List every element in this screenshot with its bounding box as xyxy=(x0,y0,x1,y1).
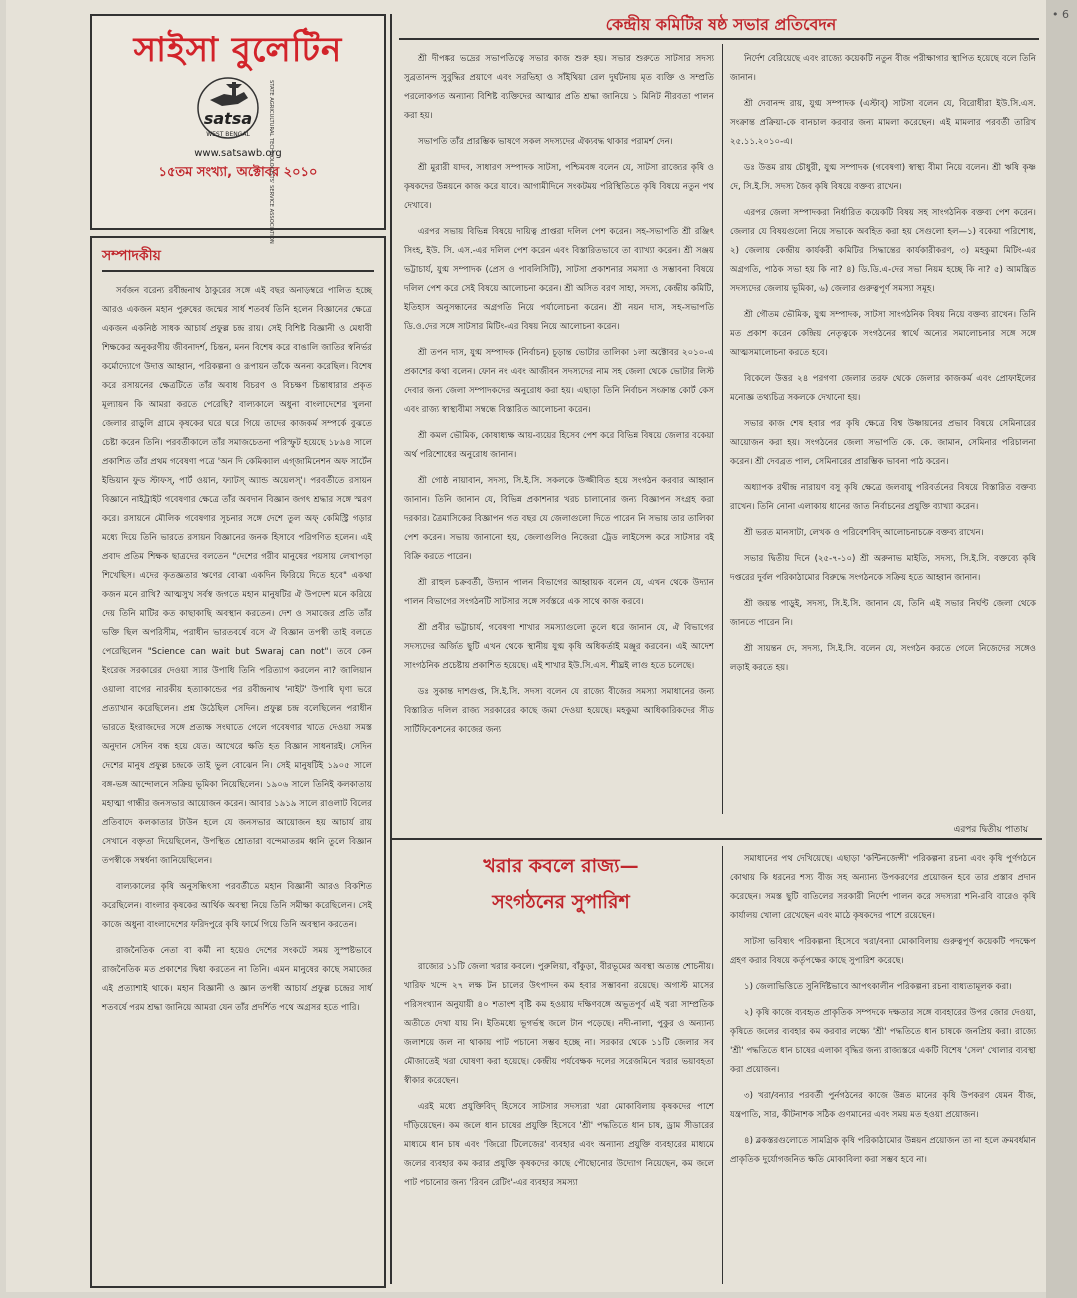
bulletin-title: সাইসা বুলেটিন xyxy=(133,30,343,70)
main-article-headline: কেন্দ্রীয় কমিটির ষষ্ঠ সভার প্রতিবেদন xyxy=(605,15,837,34)
article-paragraph: রাজ্যের ১১টি জেলা খরার কবলে। পুরুলিয়া, বাঁকুড়া, বীরভূমের অবস্থা অত্যন্ত শোচনীয়। খারিফ খন্দে ২৭ লক্ষ টন চালের উৎপাদন কম হবার সম্ভাবনা রয়েছে। অগাস্ট মাসের পরিসংখ্যান অনুযায়ী ৪০ শতাংশ বৃষ্টি কম হওয়ায় দক্ষিণবঙ্গে অভূতপূর্ব এই খরা সাম্প্রতিক অতীতে দেখা যায় নি। ইতিমধ্যে ভূগর্ভস্থ জলে টান পড়েছে। নদী-নালা, পুকুর ও অন্যান্য জলাশয়ে জল না থাকায় পাট পচানো সম্ভব হচ্ছে না। সরকার থেকে ১১টি জেলার সব মৌজাতেই খরা ঘোষণা করা হয়েছে। কেন্দ্রীয় পর্যবেক্ষক দলের সরেজমিনে খরার ভয়াবহতা স্বীকার করেছেন। xyxy=(404,962,714,1086)
article-paragraph: শ্রী গোষ্ঠ নায়াবান, সদস্য, সি.ই.সি. সকলকে উজ্জীবিত হয়ে সংগঠন করবার আহ্বান জানান। তিনি জানান যে, বিভিন্ন প্রকাশনার খরচ চালানোর জন্য বিজ্ঞাপন সংগ্রহ করা দরকার। ত্রৈমাসিকের বিজ্ঞাপন গত বছর যে জেলাগুলো দিতে পারেন নি সভায় তার তালিকা পেশ করেন। সভায় জানানো হয়, জেলাগুলিও নিজেরা ট্রেড লাইসেন্স করে সাটসার বই বিক্রি করতে পারেন। xyxy=(404,476,714,562)
article-paragraph: ২) কৃষি কাজে ব্যবহৃত প্রাকৃতিক সম্পদকে দক্ষতার সঙ্গে ব্যবহারের উপর জোর দেওয়া, কৃষিতে জলের ব্যবহার কম করবার লক্ষ্যে 'শ্রী' পদ্ধতিতে ধান চাষকে জনপ্রিয় করা। রাজ্যে 'শ্রী' পদ্ধতিতে ধান চাষের এলাকা বৃদ্ধির জন্য রাজ্যস্তরে একটি বিশেষ 'সেল' খোলার ব্যবস্থা করা প্রয়োজন। xyxy=(730,1008,1036,1075)
article-paragraph: শ্রী দীপঙ্কর ভদ্রের সভাপতিত্বে সভার কাজ শুরু হয়। সভার শুরুতে সাটসার সদস্য সুব্রতানন্দ সুবুদ্ধির প্রয়াণে এবং সরভিহা ও সাঁইথিয়া রেল দুর্ঘটনায় মৃত ব্যক্তি ও সম্প্রতি পরলোকগত অন্যান্য বিশিষ্ট ব্যক্তিদের আত্মার প্রতি শ্রদ্ধা জানিয়ে ১ মিনিট নীরবতা পালন করা হয়। xyxy=(404,54,714,121)
article-paragraph: শ্রী প্রবীর ভট্টাচার্য, গবেষণা শাখার সমস্যাগুলো তুলে ধরে জানান যে, ঐ বিভাগের সদস্যদের অর্জিত ছুটি এখন থেকে স্থানীয় যুগ্ম কৃষি অধিকর্তাই মঞ্জুর করবেন। এই আদেশ সাংগঠনিক প্রচেষ্টায় প্রকাশিত হয়েছে। এই শাখার ইউ.সি.এস. শীঘ্রই লাগু হতে চলেছে। xyxy=(404,623,714,671)
article-paragraph: শ্রী কমল ভৌমিক, কোষাধ্যক্ষ আয়-ব্যয়ের হিসেব পেশ করে বিভিন্ন বিষয়ে জেলার বকেয়া অর্থ পরিশোধের অনুরোধ জানান। xyxy=(404,431,714,460)
article-paragraph: শ্রী তপন দাস, যুগ্ম সম্পাদক (নির্বাচন) চূড়ান্ত ভোটার তালিকা ১লা অক্টোবর ২০১০-এ প্রকাশের কথা বলেন। ফোন নং এবং আজীবন সদস্যদের নাম সহ জেলা থেকে ভোটার লিস্ট দেবার জন্য জেলা সম্পাদকদের অনুরোধ করা হয়। এছাড়া তিনি নির্বাচন সংক্রান্ত কোর্ট কেস এবং রাজ্য স্বাস্থ্যবীমা সম্বন্ধে বিস্তারিত আলোচনা করেন। xyxy=(404,348,714,415)
logo-wordmark: satsa xyxy=(203,109,253,128)
article-paragraph: ডঃ উত্তম রায় চৌধুরী, যুগ্ম সম্পাদক (গবেষণা) স্বাস্থ্য বীমা নিয়ে বলেন। শ্রী ঋষি কৃষ্ণ দে, সি.ই.সি. সদস্য জৈব কৃষি বিষয়ে বক্তব্য রাখেন। xyxy=(730,163,1036,192)
main-article-col2 xyxy=(730,50,1036,810)
drought-headline-line2: সংগঠনের সুপারিশ xyxy=(492,891,630,913)
masthead xyxy=(90,14,386,244)
article-paragraph: শ্রী রাহুল চক্রবর্তী, উদ্যান পালন বিভাগের আহ্বায়ক বলেন যে, এখন থেকে উদ্যান পালন বিভাগের সংগঠনটি সাটসার সঙ্গে সর্বস্তরে এক সাথে কাজ করবে। xyxy=(404,578,714,607)
drought-column-divider xyxy=(722,846,723,1284)
article-paragraph: সমাধানের পথ দেখিয়েছে। এছাড়া 'কন্টিনজেন্সী' পরিকল্পনা রচনা এবং কৃষি পুর্ণগঠনে কোথায় কি ধরনের শস্য বীজ সহ অন্যান্য উপকরণের প্রয়োজন হবে তার প্রস্তাব প্রদান করেছেন। সমস্ত ছুটি বাতিলের সরকারী নির্দেশ পালন করে সদস্যরা শনি-রবি বারেও কৃষি কার্যালয় খোলা রেখেছেন এবং মাঠে কৃষকদের পাশে রয়েছেন। xyxy=(730,854,1036,921)
article-paragraph: ৩) খরা/বন্যার পরবর্তী পুর্নগঠনের কাজে উন্নত মানের কৃষি উপকরণ যেমন বীজ, যন্ত্রপাতি, সার, কীটনাশক সঠিক গুণমানের এবং সময় মত হওয়া প্রয়োজন। xyxy=(730,1091,1036,1120)
article-paragraph: বিকেলে উত্তর ২৪ পরগণা জেলার তরফ থেকে জেলার কাজকর্ম এবং প্রোফাইলের মনোজ্ঞ তথ্যচিত্র সকলকে দেখানো হয়। xyxy=(730,374,1036,403)
editorial-paragraph: বাল্যকালের কৃষি অনুসন্ধিৎসা পরবর্তীতে মহান বিজ্ঞানী আরও বিকশিত করেছিলেন। বাংলার কৃষকের আর্থিক অবস্থা নিয়ে তিনি সমীক্ষা করেছিলেন। সেই কাজে অধুনা বাংলাদেশের ফরিদপুরে কৃষি ফার্মে গিয়ে তিনি অবস্থান করতেন। xyxy=(102,882,372,930)
article-paragraph: শ্রী সায়ন্তন দে, সদস্য, সি.ই.সি. বলেন যে, সংগঠন করতে গেলে নিজেদের সঙ্গেও লড়াই করতে হয়। xyxy=(730,644,1036,673)
website-url[interactable]: www.satsawb.org xyxy=(194,148,282,159)
article-paragraph: নির্দেশ বেরিয়েছে এবং রাজ্যে কয়েকটি নতুন বীজ পরীক্ষাগার স্থাপিত হয়েছে বলে তিনি জানান। xyxy=(730,54,1036,83)
logo-org-arc: STATE AGRICULTURAL TECHNOLOGISTS' SERVICE ASSOCIATION xyxy=(268,80,274,244)
main-article-col1 xyxy=(404,50,714,810)
article-paragraph: ডঃ সুকান্ত দাশগুপ্ত, সি.ই.সি. সদস্য বলেন যে রাজ্যে বীজের সমস্যা সমাধানের জন্য বিস্তারিত দলিল রাজ্য সরকারের কাছে জমা দেওয়া হয়েছে। মহকুমা আধিকারিকদের সীড সার্টিফিকেশনের কাজের জন্য xyxy=(404,687,714,735)
column-divider xyxy=(390,14,392,1284)
editorial-divider xyxy=(102,270,374,272)
logo-subtext: WEST BENGAL xyxy=(206,131,250,138)
inner-column-divider xyxy=(722,44,723,814)
editorial-paragraph: রাজনৈতিক নেতা বা কর্মী না হয়েও দেশের সংকটে সময় সুস্পষ্টভাবে রাজনৈতিক মত প্রকাশের দ্বিধা করতেন না তিনি। এমন মানুষের কাছে সমাজের এই প্রত্যাশাই থাকে। মহান বিজ্ঞানী ও জ্ঞান তপস্বী আচার্য প্রফুল্ল চন্দ্রের সার্ধ শতবর্ষে পরম শ্রদ্ধা জানিয়ে আমরা যেন তাঁর প্রদর্শিত পথে অগ্রসর হতে পারি। xyxy=(102,946,372,1013)
article-paragraph: এরই মধ্যে প্রযুক্তিবিদ্ হিসেবে সাটসার সদস্যরা খরা মোকাবিলায় কৃষকদের পাশে দাঁড়িয়েছেন। কম জলে ধান চাষের প্রযুক্তি হিসেবে 'শ্রী' পদ্ধতিতে ধান চাষ, ড্রাম সীডারের মাধ্যমে ধান চাষ এবং 'জিরো টিলেজের' ব্যবহার এবং অন্যান্য প্রযুক্তি ব্যবহারের মাধ্যমে জলের ব্যবহার কম করার প্রযুক্তি কৃষকদের কাছে পৌছোনোর উদ্যোগ নিয়েছেন, কম জলে পাট পচানোর জন্য 'রিবন রেটিং'-এর ব্যবহার সমস্যা xyxy=(404,1102,714,1188)
article-paragraph: সাটসা ভবিষ্যৎ পরিকল্পনা হিসেবে খরা/বন্যা মোকাবিলায় গুরুত্বপূর্ণ কয়েকটি পদক্ষেপ গ্রহণ করার বিষয়ে কর্তৃপক্ষের কাছে সুপারিশ করেছে। xyxy=(730,937,1036,966)
drought-article-headline xyxy=(406,848,716,920)
article-paragraph: ১) জেলাভিত্তিতে সুনির্দিষ্টভাবে আপৎকালীন পরিকল্পনা রচনা বাধ্যতামূলক করা। xyxy=(744,982,1012,992)
drought-article-col2 xyxy=(730,850,1036,1284)
article-paragraph: শ্রী দেবানন্দ রায়, যুগ্ম সম্পাদক (এস্টাব্) সাটসা বলেন যে, বিরোধীরা ইউ.সি.এস. সংক্রান্ত প্রক্রিয়া-কে বানচাল করবার জন্য মামলা করেছেন। এই মামলার পরবর্তী তারিখ ২৫.১১.২০১০-এ। xyxy=(730,99,1036,147)
article-paragraph: শ্রী জয়ন্ত পাড়ুই, সদস্য, সি.ই.সি. জানান যে, তিনি এই সভার নির্ঘণ্ট জেলা থেকে জানতে পারেন নি। xyxy=(730,599,1036,628)
article-paragraph: ৪) ব্লকস্তরগুলোতে সামগ্রিক কৃষি পরিকাঠামোর উন্নয়ন প্রয়োজন তা না হলে ক্রমবর্ধমান প্রাকৃতিক দুর্যোগজনিত ক্ষতি মোকাবিলা করা সম্ভব হবে না। xyxy=(730,1136,1036,1165)
editorial-paragraph: সর্বজন বরেন্য রবীন্দ্রনাথ ঠাকুরের সঙ্গে এই বছর অনাড়ম্বরে পালিত হচ্ছে আরও একজন মহান পুরুষের জন্মের সার্ধ শতবর্ষ তিনি হলেন বিজ্ঞানের ক্ষেত্রে একজন একনিষ্ঠ সাধক আচার্য প্রফুল্ল চন্দ্র রায়। সেই বিশিষ্ট বিজ্ঞানী ও মেধাবী শিক্ষকের অনুকরণীয় জীবনাদর্শ, চিন্তন, মনন বিশেষ করে বাঙালি জাতির স্বনির্ভর কর্মোদ্যোগে উদাত্ত আহ্বান, পরিকল্পনা ও রূপায়ন তাঁকে অনন্য করেছিল। বিশেষ করে রসায়নের ক্ষেত্রটিতে তাঁর অবাধ বিচরণ ও বিচক্ষণ চিন্তাধারার প্রকৃত মূল্যায়ন কি আমরা করতে পেরেছি? বাল্যকালে অধুনা বাংলাদেশের খুলনা জেলার রাড়ুলি গ্রামে কৃষকের ঘরে ঘরে গিয়ে তাদের কাজকর্ম সম্পর্কে বুঝতে চেষ্টা করেন তিনি। পরবর্তীকালে তাঁর সমাজচেতনা পরিস্ফুট হয়েছে ১৮৯৪ সালে প্রকাশিত তাঁর প্রথম গবেষণা পত্রে 'অন দি কেমিক্যাল এগ্‌জামিনেশন অফ সার্টেন ইন্ডিয়ান ফুড স্টাফস্‌, পার্ট ওয়ান, ফ্যাটস্‌ অ্যান্ড অয়েলস্‌'। পরবর্তীতে রসায়ন বিজ্ঞানে নাইট্রাইট গবেষণার ক্ষেত্রে তাঁর অবদান বিজ্ঞান জগৎ শ্রদ্ধার সঙ্গে স্মরণ করে। রসায়নে মৌলিক গবেষণার সূচনার সঙ্গে দেশে তুল অফ্‌ কেমিস্ট্রি গড়ার মধ্যে দিয়ে তিনি ভারতে রসায়ন বিজ্ঞানের জনক হিসাবে পরিগণিত হলেন। এই প্রবাদ প্রতিম শিক্ষক ছাত্রদের বলতেন "দেশের গরীব মানুষের পয়সায় লেখাপড়া শিখেছিস। এদের কৃতজ্ঞতার ঋণের বোঝা একদিন ফিরিয়ে দিতে হবে" একথা কজন মনে রাখি? আত্মসুখ সর্বস্ব জগতে মহান মানুষটির ঐ উপদেশ মনে করিয়ে দেয় তিনি মাটির কত কাছাকাছি অবস্থান করতেন। দেশ ও সমাজের প্রতি তাঁর ভক্তি ছিল অপরিসীম, পরাধীন ভারতবর্ষে বসে ঐ বিজ্ঞান তপস্বী তাই বলতে পেরেছিলেন "Science can wait but Swaraj can not"। তবে কেন ইংরেজ সরকারের দেওয়া স্যার উপাধি তিনি পরিত্যাগ করলেন না? জালিয়ান ওয়ালা বাগের নারকীয় হত্যাকান্ডের পর রবীন্দ্রনাথ 'নাইট' উপাধি ঘৃণা ভরে প্রত্যাখান করেছিলেন। প্রশ্ন উঠেছিল সেদিন। প্রফুল্ল চন্দ্র বলেছিলেন পরাধীন ভারতে ইংরাজদের সঙ্গে প্রত্যক্ষ সংঘাতে গেলে গবেষণার খাতে দেওয়া সমস্ত অনুদান সেদিন বন্ধ হয়ে যেত। আখেরে ক্ষতি হত বিজ্ঞান সাধনারই। সেদিন দেশের মানুষ প্রফুল্ল চন্দ্রকে তাই ভুল বোঝেন নি। সেই মানুষটিই ১৯০৫ সালে বঙ্গ-ভঙ্গ আন্দোলনে সক্রিয় ভূমিকা নিয়েছিলেন। ১৯০৬ সালে তিনিই কলকাতায় মহাত্মা গান্ধীর জনসভার আয়োজন করেন। আবার ১৯১৯ সালে রাওলাট বিলের প্রতিবাদে কলকাতার টাউন হলে যে জনসভার আয়োজন হয় আচার্য রায় সেখানে বক্তৃতা দিয়েছিলেন, উপস্থিত শ্রোতারা বন্দেমাতরম ধ্বনি তুলে বিজ্ঞান তপস্বীকে সম্বর্ধনা জানিয়েছিলেন। xyxy=(102,286,372,866)
editorial-box xyxy=(90,236,386,1288)
article-paragraph: শ্রী ভরত মানসাটা, লেখক ও পরিবেশবিদ্ আলোচনাচক্রে বক্তব্য রাখেন। xyxy=(744,528,984,538)
article-paragraph: অধ্যাপক রথীন্দ্র নারায়ণ বসু কৃষি ক্ষেত্রে জলবায়ু পরিবর্তনের বিষয়ে বিস্তারিত বক্তব্য রাখেন। তিনি নোনা এলাকায় ধানের জাত নির্বাচনের প্রযুক্তি ব্যাখ্যা করেন। xyxy=(730,483,1036,512)
article-paragraph: সভার কাজ শেষ হবার পর কৃষি ক্ষেত্রে বিশ্ব উষ্ণায়নের প্রভাব বিষয়ে সেমিনারের আয়োজন করা হয়। সংগঠনের জেলা সভাপতি কে. কে. জামান, সেমিনার পরিচালনা করেন। শ্রী দেবব্রত পাল, সেমিনারের প্রারম্ভিক ভাবনা পাঠ করেন। xyxy=(730,419,1036,467)
article-paragraph: সভার দ্বিতীয় দিনে (২৫-৭-১০) শ্রী অরুনাভ মাইতি, সদস্য, সি.ই.সি. বক্তব্যে কৃষি দপ্তরের দুর্বল পরিকাঠামোর বিরুদ্ধে সংগঠনকে সক্রিয় হতে আহ্বান জানান। xyxy=(730,554,1036,583)
article-paragraph: সভাপতি তাঁর প্রারম্ভিক ভাষণে সকল সদস্যদের ঐক্যবদ্ধ থাকার পরামর্শ দেন। xyxy=(418,137,673,147)
editorial-body xyxy=(102,282,372,1276)
article-paragraph: শ্রী গৌতম ভৌমিক, যুগ্ম সম্পাদক, সাটসা সাংগঠনিক বিষয় নিয়ে বক্তব্য রাখেন। তিনি মত প্রকাশ করেন কেন্দ্রিয় নেতৃত্বকে সংগঠনের স্বার্থে অন্যের সমালোচনার সঙ্গে সঙ্গে আত্মসমালোচনা করতে হবে। xyxy=(730,310,1036,358)
article-paragraph: শ্রী মুরারী যাদব, সাধারণ সম্পাদক সাটসা, পশ্চিমবঙ্গ বলেন যে, সাটসা রাজ্যের কৃষি ও কৃষকদের উন্নয়নে কাজ করে যাবে। আগামীদিনে সংকটময় পরিস্থিতিতে কৃষি বিষয়ে নতুন পথ দেখাবে। xyxy=(404,163,714,211)
article-paragraph: এরপর সভায় বিভিন্ন বিষয়ে দায়িত্ব প্রাপ্তরা দলিল পেশ করেন। সহ-সভাপতি শ্রী রঞ্জিৎ সিংহ, ইউ. সি. এস.-এর দলিল পেশ করেন এবং বিস্তারিতভাবে তা ব্যাখ্যা করেন। শ্রী সঞ্জয় ভট্টাচার্য, যুগ্ম সম্পাদক (প্রেস ও পাবলিসিটি), সাটসা প্রকাশনার সমস্যা ও সম্ভাবনা বিষয়ে দলিল পেশ করে সেই বিষয়ে আলোচনা করেন। শ্রী অসিত বরণ সাহা, সদস্য, কেন্দ্রীয় কমিটি, ইতিহাস অনুসন্ধানের অগ্রগতি নিয়ে পর্যালোচনা করেন। শ্রী নয়ন দাস, সহ-সভাপতি ডি.ও.দের সঙ্গে সাটসার মিটিং-এর বিষয় নিয়ে আলোচনা করেন। xyxy=(404,227,714,332)
editorial-heading: সম্পাদকীয় xyxy=(102,248,161,264)
headline-underline xyxy=(399,38,1039,40)
article-paragraph: এরপর জেলা সম্পাদকরা নির্ধারিত কয়েকটি বিষয় সহ সাংগঠনিক বক্তব্য পেশ করেন। জেলার যে বিষয়গুলো নিয়ে সভাকে অবহিত করা হয় সেগুলো হল—১) বকেয়া পরিশোধ, ২) জেলায় কেন্দ্রীয় কার্যকরী কমিটির সিদ্ধান্তের কার্যকারীকরণ, ৩) মহকুমা মিটিং-এর অগ্রগতি, পাঠক সভা হয় কি না? ৪) ডি.ডি.এ-দের সভা নিয়ম হচ্ছে কি না? ৫) আমন্ত্রিত সদস্যদের জেলায় ভূমিকা, ৬) জেলার গুরুত্বপূর্ণ সমস্যা সমূহ। xyxy=(730,208,1036,294)
drought-headline-line1: খরার কবলে রাজ্য— xyxy=(483,855,639,877)
issue-date: ১৫তম সংখ্যা, অক্টোবর ২০১০ xyxy=(158,165,318,180)
article-separator xyxy=(392,838,1042,840)
continued-note: এরপর দ্বিতীয় পাতায় xyxy=(953,825,1028,835)
newspaper-page xyxy=(6,0,1046,1292)
drought-article-col1 xyxy=(404,958,714,1284)
adjacent-page-edge: • 6 xyxy=(1046,0,1077,1298)
